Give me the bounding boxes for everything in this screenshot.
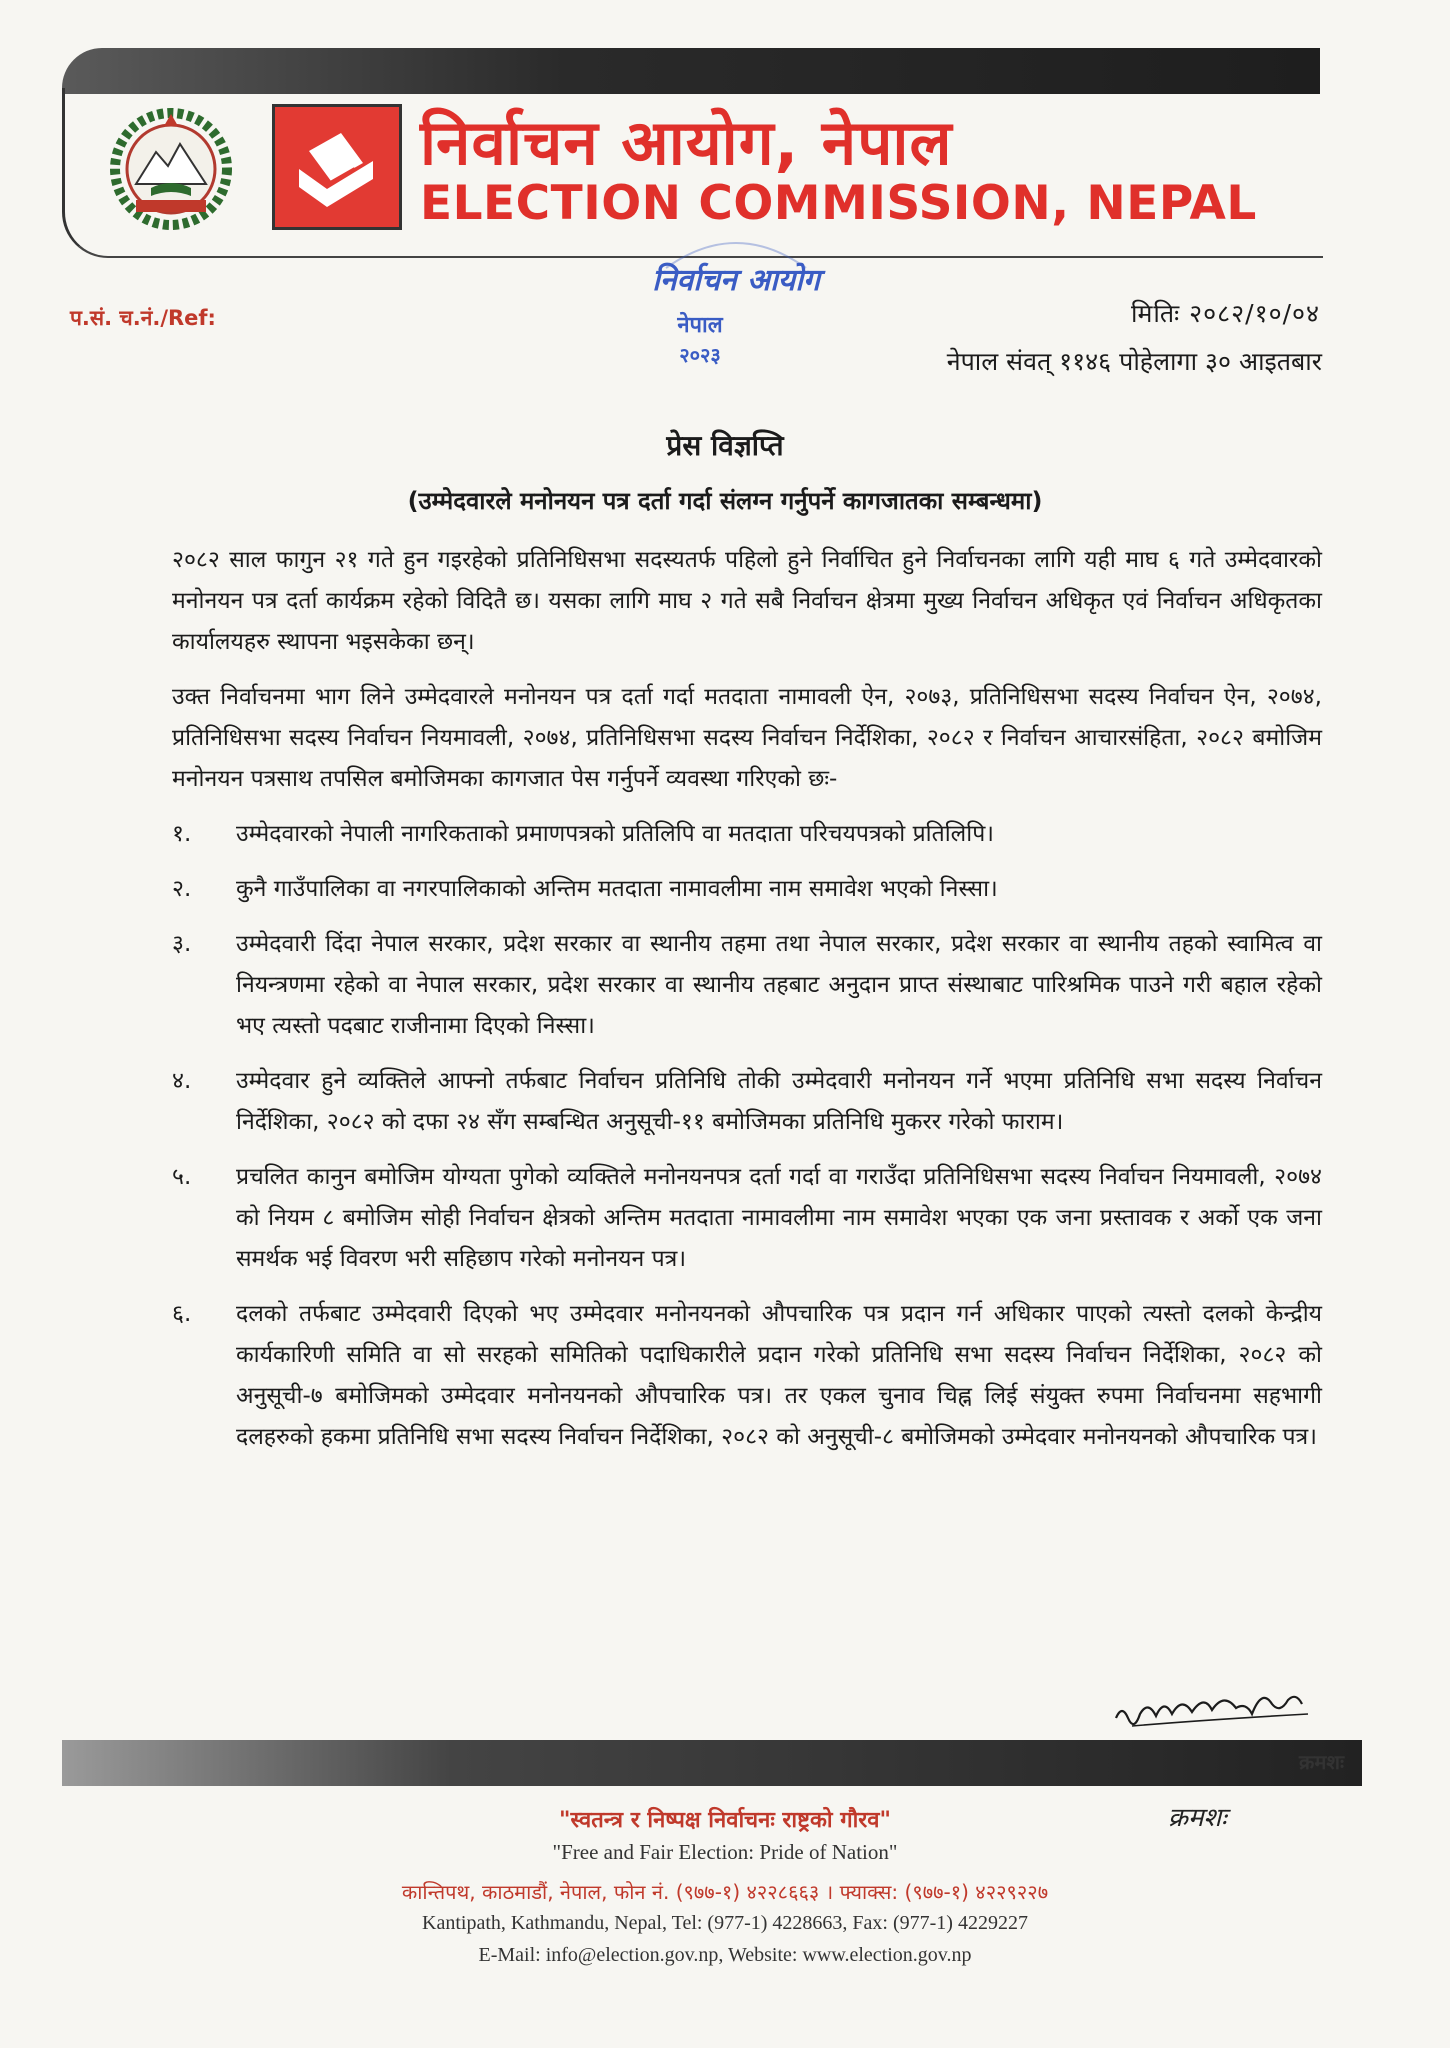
list-item — [172, 869, 1322, 910]
list-item-number: १. — [172, 821, 192, 847]
list-item — [172, 924, 1322, 1047]
continued-band-label: क्रमशः — [1299, 1750, 1344, 1774]
list-item-number: ६. — [172, 1301, 192, 1327]
list-item — [172, 1294, 1322, 1458]
contact-email-website: E-Mail: info@election.gov.np, Website: www.election.gov.np — [478, 1944, 972, 1966]
continued-handwritten: क्रमशः — [1168, 1803, 1227, 1833]
commission-title-nepali: निर्वाचन आयोग, नेपाल — [420, 106, 953, 179]
press-release-heading: प्रेस विज्ञप्ति — [666, 429, 784, 462]
list-item-text: कुनै गाउँपालिका वा नगरपालिकाको अन्तिम मतदाता नामावलीमा नाम समावेश भएको निस्सा। — [236, 876, 998, 902]
nepal-samvat-date: नेपाल संवत् ११४६ पोहेलागा ३० आइतबार — [946, 347, 1322, 376]
slogan-nepali: "स्वतन्त्र र निष्पक्ष निर्वाचनः राष्ट्रको गौरव" — [558, 1808, 892, 1833]
reference-number: प.सं. च.नं./Ref: — [70, 306, 216, 330]
address-nepali: कान्तिपथ, काठमाडौं, नेपाल, फोन नं. (९७७-१) ४२२८६६३ । फ्याक्स: (९७७-१) ४२२९२२७ — [401, 1880, 1049, 1904]
list-item-text: दलको तर्फबाट उम्मेदवारी दिएको भए उम्मेदवार मनोनयनको औपचारिक पत्र प्रदान गर्न अधिकार पाएको त्यस्तो दलको केन्द्रीय कार्यकारिणी समिति वा सो सरहको समितिको पदाधिकारीले प्रदान गरेको प्रतिनिधि सभा सदस्य निर्वाचन निर्देशिका, २०८२ को अनुसूची-७ बमोजिमको उम्मेदवार मनोनयनको औपचारिक पत्र। तर एकल चुनाव चिह्न लिई संयुक्त रुपमा निर्वाचनमा सहभागी दलहरुको हकमा प्रतिनिधि सभा सदस्य निर्वाचन निर्देशिका, २०८२ को अनुसूची-८ बमोजिमको उम्मेदवार मनोनयनको औपचारिक पत्र। — [236, 1301, 1322, 1450]
list-item-text: प्रचलित कानुन बमोजिम योग्यता पुगेको व्यक्तिले मनोनयनपत्र दर्ता गर्दा वा गराउँदा प्रतिनिधिसभा सदस्य निर्वाचन नियमावली, २०७४ को नियम ८ बमोजिम सोही निर्वाचन क्षेत्रको अन्तिम मतदाता नामावलीमा नाम समावेश भएका एक जना प्रस्तावक र अर्को एक जना समर्थक भई विवरण भरी सहिछाप गरेको मनोनयन पत्र। — [236, 1164, 1322, 1272]
slogan-english: "Free and Fair Election: Pride of Nation" — [552, 1840, 898, 1864]
list-item — [172, 1157, 1322, 1280]
list-item — [172, 1061, 1322, 1143]
list-item-number: ५. — [172, 1164, 192, 1190]
stamp-text-year: २०२३ — [679, 343, 721, 367]
national-emblem-icon — [106, 104, 236, 234]
date: मितिः २०८२/१०/०४ — [1131, 299, 1320, 328]
commission-title-english: ELECTION COMMISSION, NEPAL — [420, 176, 1257, 231]
paragraph-requirements: उक्त निर्वाचनमा भाग लिने उम्मेदवारले मनोनयन पत्र दर्ता गर्दा मतदाता नामावली ऐन, २०७३, प्रतिनिधिसभा सदस्य निर्वाचन ऐन, २०७४, प्रतिनिधिसभा सदस्य निर्वाचन नियमावली, २०७४, प्रतिनिधिसभा सदस्य निर्वाचन निर्देशिका, २०८२ र निर्वाचन आचारसंहिता, २०८२ बमोजिम मनोनयन पत्रसाथ तपसिल बमोजिमका कागजात पेस गर्नुपर्ने व्यवस्था गरिएको छः- — [172, 684, 1322, 792]
stamp-text-commission: निर्वाचन आयोग — [652, 263, 820, 298]
ballot-logo — [272, 104, 402, 230]
signature — [1112, 1674, 1312, 1734]
ballot-box-icon — [275, 107, 399, 227]
paragraph-intro: २०८२ साल फागुन २१ गते हुन गइरहेको प्रतिनिधिसभा सदस्यतर्फ पहिलो हुने निर्वाचित हुने निर्वाचनका लागि यही माघ ६ गते उम्मेदवारको मनोनयन पत्र दर्ता कार्यक्रम रहेको विदितै छ। यसका लागि माघ २ गते सबै निर्वाचन क्षेत्रमा मुख्य निर्वाचन अधिकृत एवं निर्वाचन अधिकृतका कार्यालयहरु स्थापना भइसकेका छन्। — [172, 547, 1322, 655]
list-item-number: २. — [172, 876, 192, 902]
list-item-text: उम्मेदवार हुने व्यक्तिले आफ्नो तर्फबाट निर्वाचन प्रतिनिधि तोकी उम्मेदवारी मनोनयन गर्ने भएमा प्रतिनिधि सभा सदस्य निर्वाचन निर्देशिका, २०८२ को दफा २४ सँग सम्बन्धित अनुसूची-११ बमोजिमका प्रतिनिधि मुकरर गरेको फाराम। — [236, 1068, 1322, 1135]
address-english: Kantipath, Kathmandu, Nepal, Tel: (977-1) 4228663, Fax: (977-1) 4229227 — [422, 1912, 1028, 1934]
list-item — [172, 814, 1322, 855]
list-item-number: ४. — [172, 1068, 192, 1094]
list-item-text: उम्मेदवारी दिंदा नेपाल सरकार, प्रदेश सरकार वा स्थानीय तहमा तथा नेपाल सरकार, प्रदेश सरकार वा स्थानीय तहको स्वामित्व वा नियन्त्रणमा रहेको वा नेपाल सरकार, प्रदेश सरकार वा स्थानीय तहबाट अनुदान प्राप्त संस्थाबाट पारिश्रमिक पाउने गरी बहाल रहेको भए त्यस्तो पदबाट राजीनामा दिएको निस्सा। — [236, 931, 1322, 1039]
list-item-number: ३. — [172, 931, 192, 957]
letter-body — [172, 540, 1322, 1472]
stamp-text-nepal: नेपाल — [677, 313, 723, 338]
list-item-text: उम्मेदवारको नेपाली नागरिकताको प्रमाणपत्रको प्रतिलिपि वा मतदाता परिचयपत्रको प्रतिलिपि। — [236, 821, 995, 847]
press-release-subheading: (उम्मेदवारले मनोनयन पत्र दर्ता गर्दा संलग्न गर्नुपर्ने कागजातका सम्बन्धमा) — [407, 487, 1043, 515]
official-stamp — [636, 228, 836, 378]
footer-band — [62, 1740, 1362, 1786]
